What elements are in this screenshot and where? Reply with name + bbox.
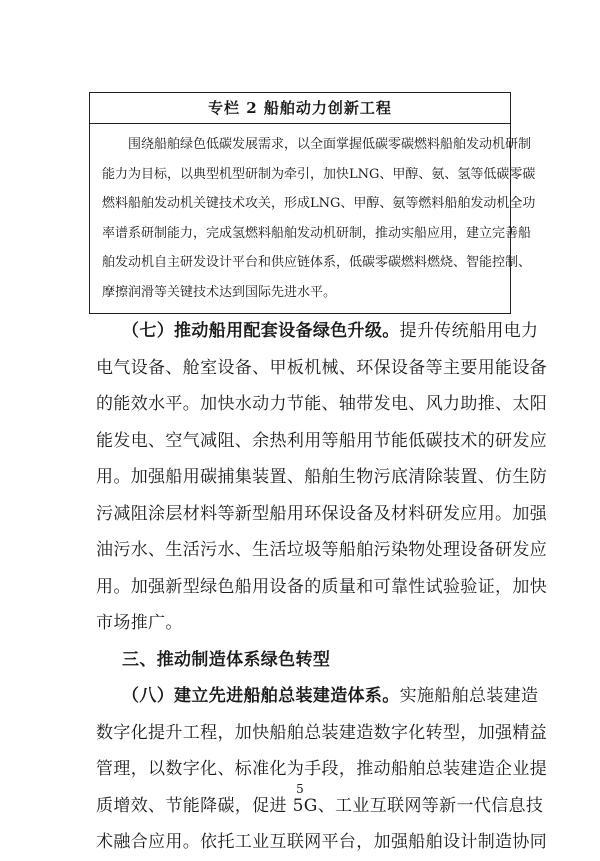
column-box-ship-power-innovation bbox=[89, 92, 536, 314]
column-box-title: 专栏 2 船舶动力创新工程 bbox=[90, 93, 510, 124]
section-3-heading: 三、推动制造体系绿色转型 bbox=[122, 649, 331, 670]
paragraph-7-heading: （七）推动船用配套设备绿色升级。 bbox=[122, 321, 400, 341]
box-line: 能力为目标，以典型机型研制为牵引，加快LNG、甲醇、氨、氢等低碳零碳 bbox=[102, 166, 536, 182]
paragraph-8-text: 实施船舶总装建造 bbox=[399, 686, 539, 706]
box-line: 率谱系研制能力，完成氢燃料船舶发动机研制，推动实船应用，建立完善船 bbox=[102, 225, 532, 241]
box-line: 燃料船舶发动机关键技术攻关，形成LNG、甲醇、氨等燃料船舶发动机全功 bbox=[102, 196, 536, 211]
paragraph-line: 用。加强新型绿色船用设备的质量和可靠性试验验证，加快 bbox=[96, 576, 548, 597]
paragraph-line: 质增效、节能降碳，促进 5G、工业互联网等新一代信息技 bbox=[96, 795, 544, 816]
paragraph-line: 污减阻涂层材料等新型船用环保设备及材料研发应用。加强 bbox=[96, 503, 548, 524]
column-box-body bbox=[90, 124, 536, 307]
paragraph-8-heading: （八）建立先进船舶总装建造体系。 bbox=[122, 686, 400, 706]
paragraph-line: 术融合应用。依托工业互联网平台，加强船舶设计制造协同 bbox=[96, 832, 548, 852]
paragraph-line: 管理，以数字化、标准化为手段，推动船舶总装建造企业提 bbox=[96, 759, 548, 779]
paragraph-line: 用。加强船用碳捕集装置、船舶生物污底清除装置、仿生防 bbox=[96, 467, 548, 487]
box-line: 围绕船舶绿色低碳发展需求，以全面掌握低碳零碳燃料船舶发动机研制 bbox=[128, 137, 532, 152]
paragraph-line: 电气设备、舱室设备、甲板机械、环保设备等主要用能设备 bbox=[96, 357, 548, 378]
paragraph-line: 油污水、生活污水、生活垃圾等船舶污染物处理设备研发应 bbox=[96, 540, 548, 560]
box-line: 摩擦润滑等关键技术达到国际先进水平。 bbox=[102, 284, 337, 300]
body-text bbox=[96, 313, 548, 861]
paragraph-line: 市场推广。 bbox=[96, 613, 183, 633]
paragraph-line: 的能效水平。加快水动力节能、轴带发电、风力助推、太阳 bbox=[96, 394, 548, 414]
paragraph-8-first-line bbox=[96, 678, 539, 715]
paragraph-7-first-line bbox=[96, 313, 539, 350]
box-line: 舶发动机自主研发设计平台和供应链体系，低碳零碳燃料燃烧、智能控制、 bbox=[102, 255, 532, 270]
paragraph-line: 数字化提升工程，加快船舶总装建造数字化转型，加强精益 bbox=[96, 722, 548, 743]
page-number: 5 bbox=[296, 782, 304, 796]
paragraph-line: 能发电、空气减阻、余热利用等船用节能低碳技术的研发应 bbox=[96, 430, 548, 451]
paragraph-7-text: 提升传统船用电力 bbox=[399, 321, 539, 341]
